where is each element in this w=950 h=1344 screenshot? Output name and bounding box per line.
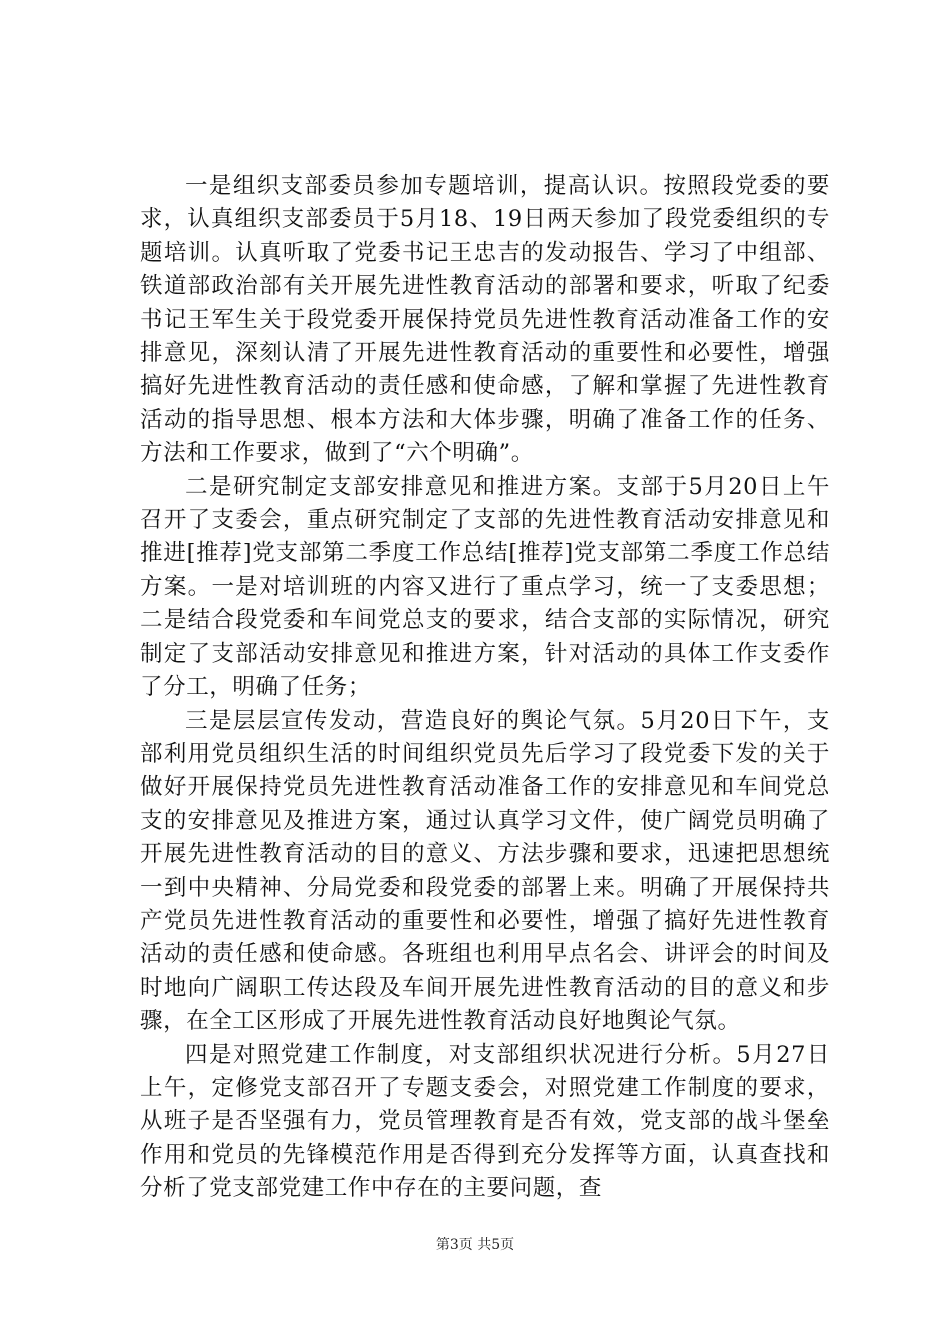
paragraph-publicity: 三是层层宣传发动，营造良好的舆论气氛。5月20日下午，支部利用党员组织生活的时间组织党员先后学习了段党委下发的关于做好开展保持党员先进性教育活动准备工作的安排意见和车间党总支的安排意见及推进方案，通过认真学习文件，使广阔党员明确了开展先进性教育活动的目的意义、方法步骤和要求，迅速把思想统一到中央精神、分局党委和段党委的部署上来。明确了开展保持共产党员先进性教育活动的重要性和必要性，增强了搞好先进性教育活动的责任感和使命感。各班组也利用早点名会、讲评会的时间及时地向广阔职工传达段及车间开展先进性教育活动的目的意义和步骤，在全工区形成了开展先进性教育活动良好地舆论气氛。 (140, 707, 830, 1035)
paragraph-analysis: 四是对照党建工作制度，对支部组织状况进行分析。5月27日上午，定修党支部召开了专题支委会，对照党建工作制度的要求，从班子是否坚强有力，党员管理教育是否有效，党支部的战斗堡垒作用和党员的先锋模范作用是否得到充分发挥等方面，认真查找和分析了党支部党建工作中存在的主要问题，查 (140, 1041, 830, 1202)
paragraph-plan: 二是研究制定支部安排意见和推进方案。支部于5月20日上午召开了支委会，重点研究制定了支部的先进性教育活动安排意见和推进[推荐]党支部第二季度工作总结[推荐]党支部第二季度工作总结方案。一是对培训班的内容又进行了重点学习，统一了支委思想；二是结合段党委和车间党总支的要求，结合支部的实际情况，研究制定了支部活动安排意见和推进方案，针对活动的具体工作支委作了分工，明确了任务； (140, 473, 830, 701)
page-number-footer: 第3页 共5页 (435, 1237, 515, 1253)
paragraph-training: 一是组织支部委员参加专题培训，提高认识。按照段党委的要求，认真组织支部委员于5月18、19日两天参加了段党委组织的专题培训。认真听取了党委书记王忠吉的发动报告、学习了中组部、铁道部政治部有关开展先进性教育活动的部署和要求，听取了纪委书记王军生关于段党委开展保持党员先进性教育活动准备工作的安排意见，深刻认清了开展先进性教育活动的重要性和必要性，增强搞好先进性教育活动的责任感和使命感，了解和掌握了先进性教育活动的指导思想、根本方法和大体步骤，明确了准备工作的任务、方法和工作要求，做到了“六个明确”。 (140, 173, 830, 467)
document-body (140, 170, 830, 1206)
